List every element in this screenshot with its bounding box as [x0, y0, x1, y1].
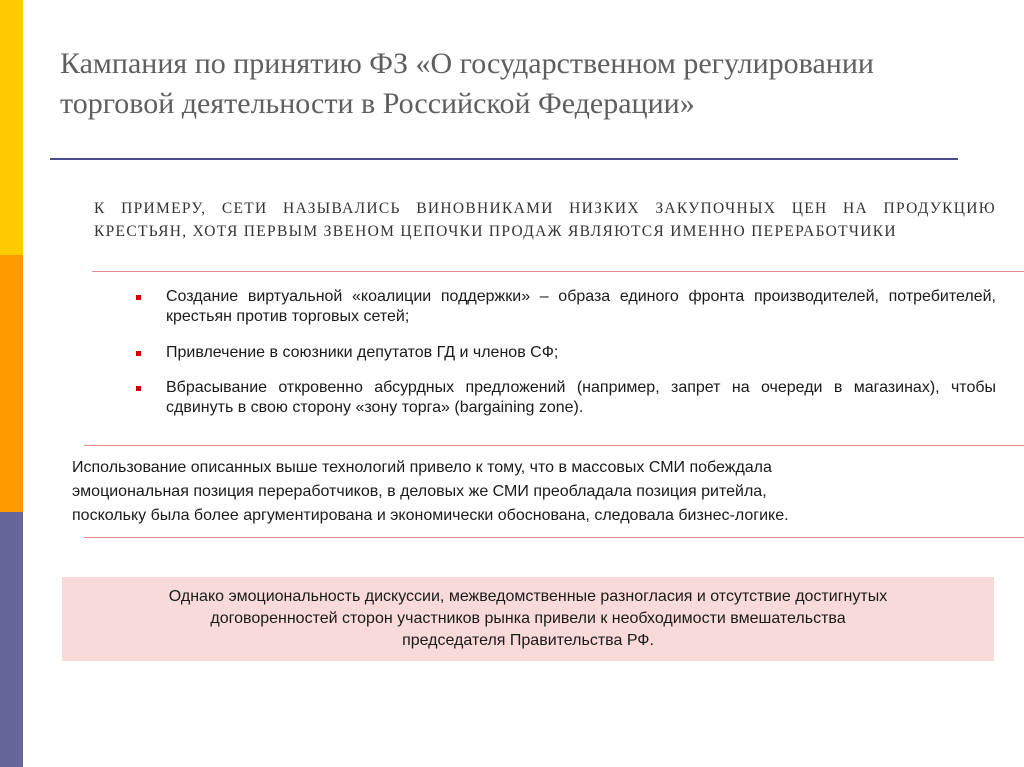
conclusion-paragraph — [72, 456, 972, 528]
bullet-text: Вбрасывание откровенно абсурдных предложений (например, запрет на очереди в магазинах), чтобы сдвинуть в свою сторону «зону торга» (bargaining zone). — [166, 379, 996, 416]
bullet-item — [130, 287, 996, 327]
bullet-square-icon — [136, 351, 141, 356]
bullet-item — [130, 343, 996, 363]
bullet-item — [130, 378, 996, 418]
intro-divider — [92, 271, 1024, 272]
callout-line-1: Однако эмоциональность дискуссии, межведомственные разногласия и отсутствие достигнутых — [168, 588, 888, 605]
paragraph-divider-bottom — [84, 537, 1024, 538]
callout-line-3: председателя Правительства РФ. — [402, 632, 654, 649]
paragraph-divider-top — [84, 445, 1024, 446]
bullet-square-icon — [136, 295, 141, 300]
title-underline — [50, 158, 958, 160]
conclusion-line-1: Использование описанных выше технологий привело к тому, что в массовых СМИ побеждала — [72, 459, 772, 476]
bullet-square-icon — [136, 386, 141, 391]
stripe-segment-purple — [0, 512, 23, 767]
callout-box — [62, 577, 994, 661]
slide-title — [60, 44, 1010, 124]
bullet-text: Привлечение в союзники депутатов ГД и членов СФ; — [166, 344, 559, 361]
bullet-text: Создание виртуальной «коалиции поддержки» – образа единого фронта производителей, потребителей, крестьян против торговых сетей; — [166, 288, 996, 325]
conclusion-line-3: поскольку была более аргументирована и экономически обоснована, следовала бизнес-логике. — [72, 507, 789, 524]
conclusion-line-2: эмоциональная позиция переработчиков, в деловых же СМИ преобладала позиция ритейла, — [72, 483, 767, 500]
left-color-stripe — [0, 0, 23, 767]
slide-title-line-1: Кампания по принятию ФЗ «О государственном регулировании — [60, 47, 874, 80]
bullet-list — [130, 287, 996, 434]
intro-text: К ПРИМЕРУ, СЕТИ НАЗЫВАЛИСЬ ВИНОВНИКАМИ НИЗКИХ ЗАКУПОЧНЫХ ЦЕН НА ПРОДУКЦИЮ КРЕСТЬЯН, ХОТЯ ПЕРВЫМ ЗВЕНОМ ЦЕПОЧКИ ПРОДАЖ ЯВЛЯЮТСЯ ИМЕННО ПЕРЕРАБОТЧИКИ — [94, 200, 996, 240]
stripe-segment-orange — [0, 255, 23, 512]
slide-title-line-2: торговой деятельности в Российской Федерации» — [60, 87, 695, 120]
callout-line-2: договоренностей сторон участников рынка привели к необходимости вмешательства — [210, 610, 846, 627]
stripe-segment-yellow — [0, 0, 23, 255]
